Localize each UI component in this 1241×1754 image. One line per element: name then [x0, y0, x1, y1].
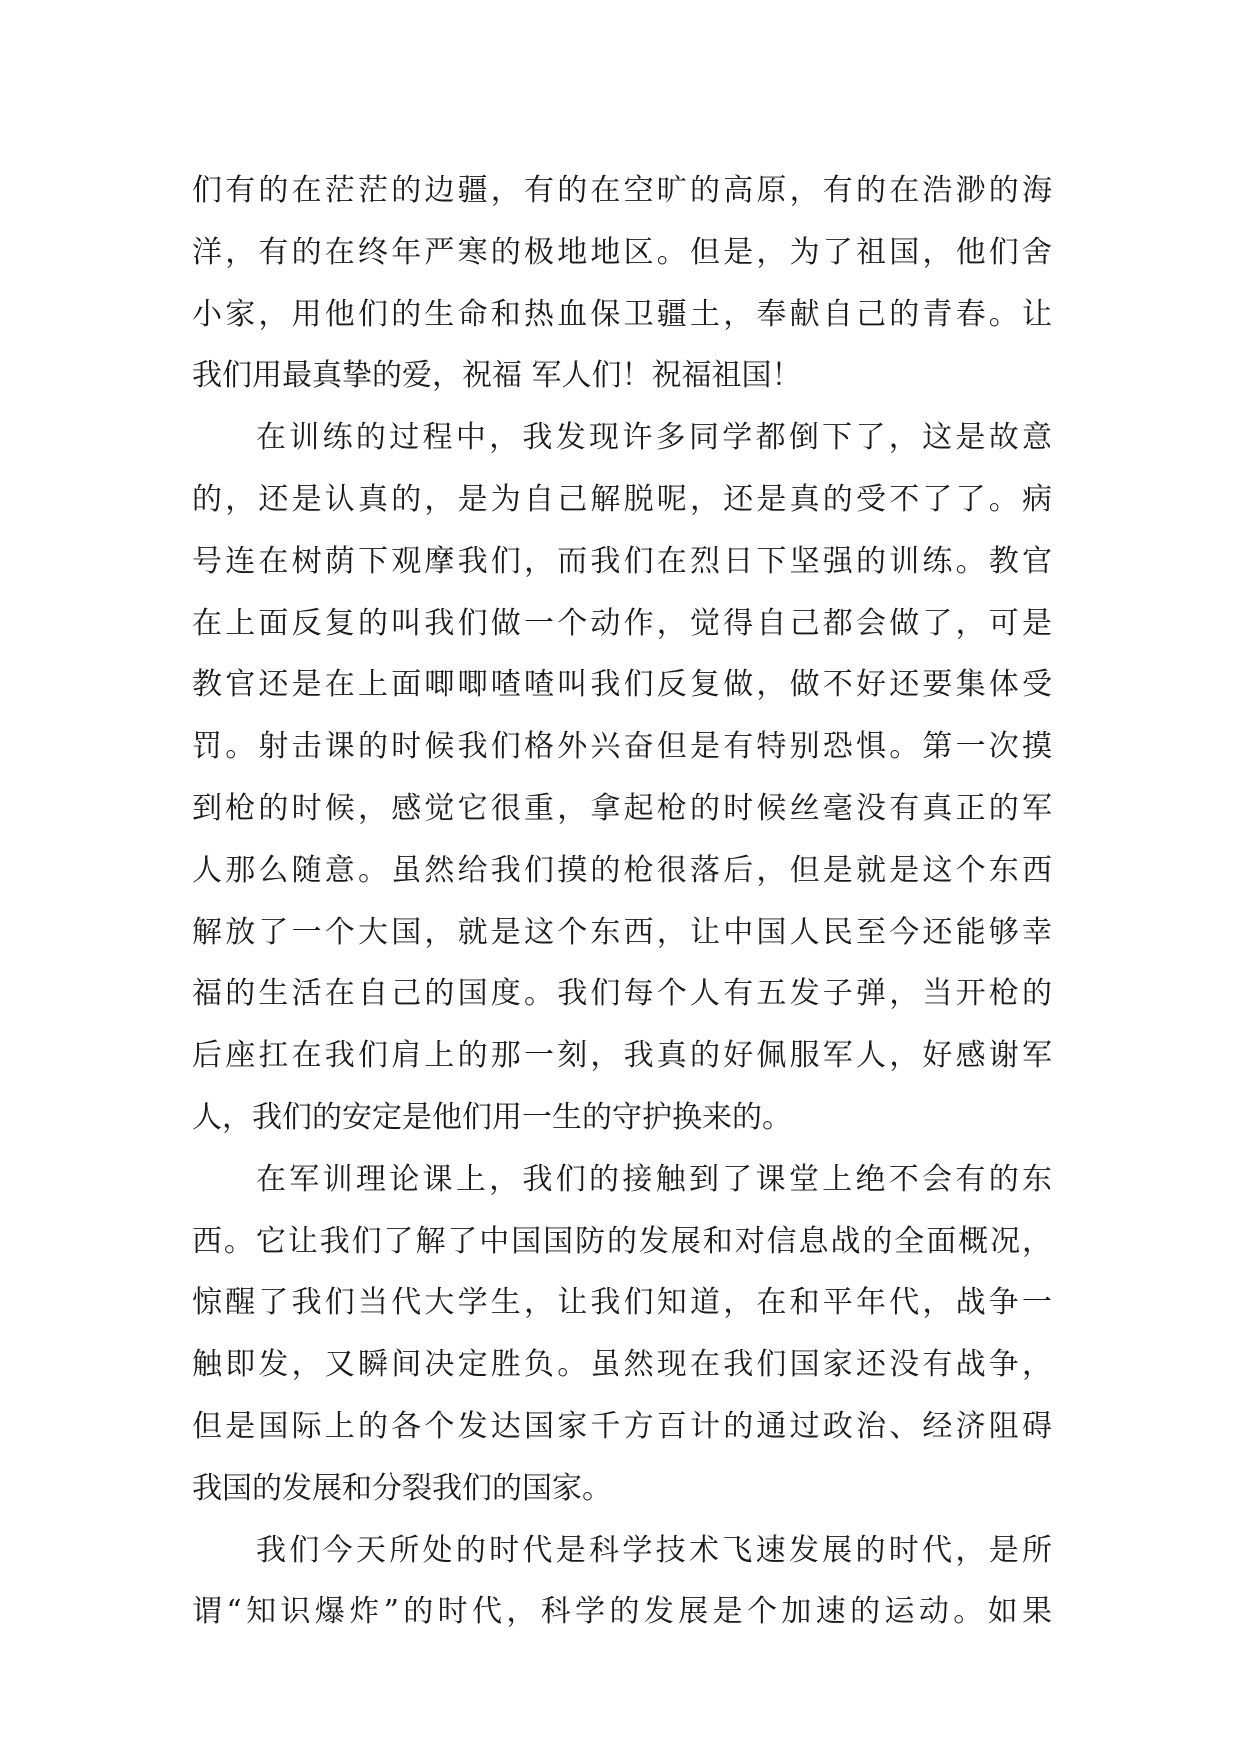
text-line: 解放了一个大国，就是这个东西，让中国人民至今还能够幸 — [192, 914, 1052, 950]
text-line: 我们用最真挚的爱，祝福 军人们！祝福祖国！ — [192, 358, 802, 394]
text-line: 洋，有的在终年严寒的极地地区。但是，为了祖国，他们舍 — [192, 234, 1052, 270]
text-line: 的，还是认真的，是为自己解脱呢，还是真的受不了了。病 — [192, 481, 1052, 517]
text-line: 号连在树荫下观摩我们，而我们在烈日下坚强的训练。教官 — [192, 543, 1052, 579]
text-line: 但是国际上的各个发达国家千方百计的通过政治、经济阻碍 — [192, 1408, 1052, 1444]
text-line: 在训练的过程中，我发现许多同学都倒下了，这是故意 — [256, 420, 1052, 456]
text-line: 在上面反复的叫我们做一个动作，觉得自己都会做了，可是 — [192, 605, 1052, 641]
text-line: 人那么随意。虽然给我们摸的枪很落后，但是就是这个东西 — [192, 852, 1052, 888]
paragraph-2 — [192, 407, 1052, 1149]
text-line: 我们今天所处的时代是科学技术飞速发展的时代，是所 — [256, 1532, 1052, 1568]
text-line: 人，我们的安定是他们用一生的守护换来的。 — [192, 1099, 792, 1135]
text-line: 教官还是在上面唧唧喳喳叫我们反复做，做不好还要集体受 — [192, 667, 1052, 703]
text-line: 触即发，又瞬间决定胜负。虽然现在我们国家还没有战争， — [192, 1347, 1052, 1383]
text-line: 西。它让我们了解了中国国防的发展和对信息战的全面概况， — [192, 1223, 1052, 1259]
text-line: 们有的在茫茫的边疆，有的在空旷的高原，有的在浩渺的海 — [192, 173, 1052, 208]
text-line: 惊醒了我们当代大学生，让我们知道，在和平年代，战争一 — [192, 1285, 1052, 1321]
paragraph-1 — [192, 160, 1052, 407]
text-line: 在军训理论课上，我们的接触到了课堂上绝不会有的东 — [256, 1161, 1052, 1197]
text-line: 福的生活在自己的国度。我们每个人有五发子弹，当开枪的 — [192, 976, 1052, 1012]
text-line: 罚。射击课的时候我们格外兴奋但是有特别恐惧。第一次摸 — [192, 729, 1052, 765]
text-line: 到枪的时候，感觉它很重，拿起枪的时候丝毫没有真正的军 — [192, 790, 1052, 826]
text-line: 我国的发展和分裂我们的国家。 — [192, 1470, 612, 1506]
text-line: 谓“知识爆炸”的时代，科学的发展是个加速的运动。如果 — [192, 1594, 1052, 1630]
text-line: 小家，用他们的生命和热血保卫疆土，奉献自己的青春。让 — [192, 296, 1052, 332]
document-body — [192, 160, 1052, 1643]
paragraph-4 — [192, 1520, 1052, 1644]
paragraph-3 — [192, 1149, 1052, 1520]
text-line: 后座扛在我们肩上的那一刻，我真的好佩服军人，好感谢军 — [192, 1038, 1052, 1074]
